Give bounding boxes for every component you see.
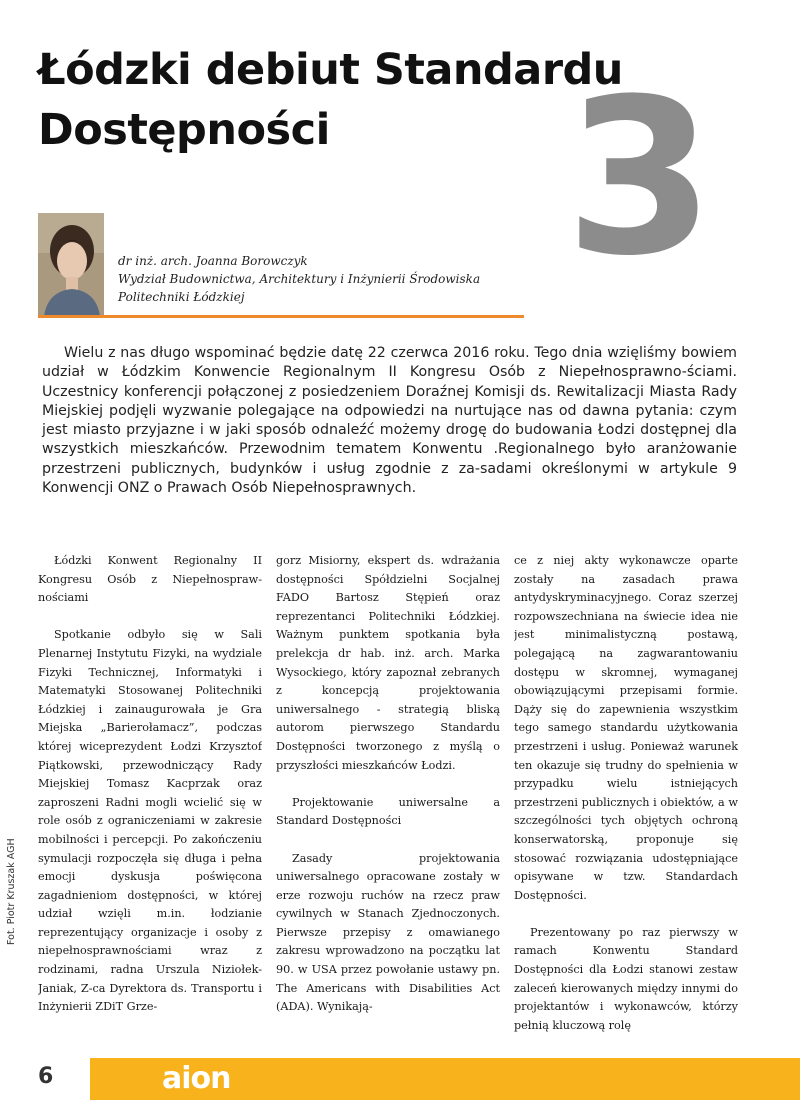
- title-line-1: Łódzki debiut Standardu: [38, 45, 623, 95]
- page-number: 6: [38, 1064, 54, 1089]
- column-3-paragraph-2: Prezentowany po raz pierwszy w ramach Konwentu Standard Dostępności dla Łodzi stanowi zestaw zaleceń kierowanych między innymi do projektantów i wykonawców, którzy pełnią kluczową rolę: [514, 925, 738, 1032]
- author-portrait: [38, 213, 104, 316]
- author-faculty: Wydział Budownictwa, Architektury i Inżynierii Środowiska: [118, 272, 481, 286]
- title-line-2: Dostępności: [38, 105, 330, 155]
- column-1-heading: Łódzki Konwent Regionalny II Kongresu Osób z Niepełnospraw-nościami: [38, 554, 262, 605]
- author-portrait-image: [38, 213, 104, 316]
- photo-credit: Fot. Piotr Kruszak AGH: [6, 838, 17, 945]
- lead-paragraph: Wielu z nas długo wspominać będzie datę 22 czerwca 2016 roku. Tego dnia wzięliśmy bowiem udział w Łódzkim Konwencie Regionalnym II Kongresu Osób z Niepełnosprawno-ściami. Uczestnicy konferencji połączonej z posiedzeniem Doraźnej Komisji ds. Rewitalizacji Miasta Rady Miejskiej podjęli wyzwanie polegające na odpowiedzi na nurtujące nas od dawna pytania: czym jest miasto przyjazne i w jaki sposób odnaleźć możemy drogę do budowania Łodzi dostępnej dla wszystkich mieszkańców. Przewodnim tematem Konwentu .Regionalnego było aranżowanie przestrzeni publicznych, budynków i usług zgodnie z za-sadami określonymi w artykule 9 Konwencji ONZ o Prawach Osób Niepełnosprawnych.: [42, 345, 737, 497]
- article-columns: [38, 552, 738, 1040]
- column-3: [514, 552, 738, 1040]
- author-university: Politechniki Łódzkiej: [118, 290, 245, 304]
- author-block: [118, 252, 480, 306]
- section-number: 3: [565, 52, 715, 303]
- author-name: dr inż. arch. Joanna Borowczyk: [118, 254, 308, 268]
- column-1-paragraph: Spotkanie odbyło się w Sali Plenarnej Instytutu Fizyki, na wydziale Fizyki Technicznej, Informatyki i Matematyki Stosowanej Politechniki Łódzkiej i zainaugurowała je Gra Miejska „Barierołamacz”, podczas której wiceprezydent Łodzi Krzysztof Piątkowski, przewodniczący Rady Miejskiej Tomasz Kacprzak oraz zaproszeni Radni mogli wcielić się w role osób z ograniczeniami w zakresie mobilności i percepcji. Po zakończeniu symulacji rozpoczęła się długa i pełna emocji dyskusja poświęcona zagadnieniom dostępności, w której udział wzięli m.in. łodzianie reprezentujący organizacje i osoby z niepełnosprawnościami wraz z rodzinami, radna Urszula Niziołek-Janiak, Z-ca Dyrektora ds. Transportu i Inżynierii ZDiT Grze-: [38, 628, 262, 1014]
- aion-logo: aion: [162, 1061, 231, 1096]
- column-2-paragraph-1: gorz Misiorny, ekspert ds. wdrażania dostępności Spółdzielni Socjalnej FADO Bartosz Stępień oraz reprezentanci Politechniki Łódzkiej. Ważnym punktem spotkania była prelekcja dr hab. inż. arch. Marka Wysockiego, który zapoznał zebranych z koncepcją projektowania uniwersalnego - strategią bliską autorom pierwszego Standardu Dostępności tworzonego z myślą o przyszłości mieszkańców Łodzi.: [276, 554, 500, 772]
- column-3-paragraph-1: ce z niej akty wykonawcze oparte zostały na zasadach prawa antydyskryminacyjnego. Coraz szerzej rozpowszechniana na świecie idea nie jest minimalistyczną postawą, polegającą na zagwarantowaniu dostępu w skromnej, wymaganej obowiązującymi przepisami formie. Dąży się do zapewnienia wszystkim tego samego standardu użytkowania przestrzeni i usług. Ponieważ warunek ten okazuje się trudny do spełnienia w przypadku wielu istniejących przestrzeni publicznych i obiektów, a w szczególności tych objętych ochroną konserwatorską, proponuje się stosować rozwiązania udostępniające opisywane w tzw. Standardach Dostępności.: [514, 554, 738, 902]
- orange-divider: [38, 315, 524, 318]
- column-2-heading: Projektowanie uniwersalne a Standard Dostępności: [276, 795, 500, 828]
- column-1: [38, 552, 262, 1040]
- column-2-paragraph-2: Zasady projektowania uniwersalnego opracowane zostały w erze rozwoju ruchów na rzecz praw cywilnych w Stanach Zjednoczonych. Pierwsze przepisy z omawianego zakresu wprowadzono na początku lat 90. w USA przez powołanie ustawy pn. The Americans with Disabilities Act (ADA). Wynikają-: [276, 851, 500, 1014]
- column-2: [276, 552, 500, 1040]
